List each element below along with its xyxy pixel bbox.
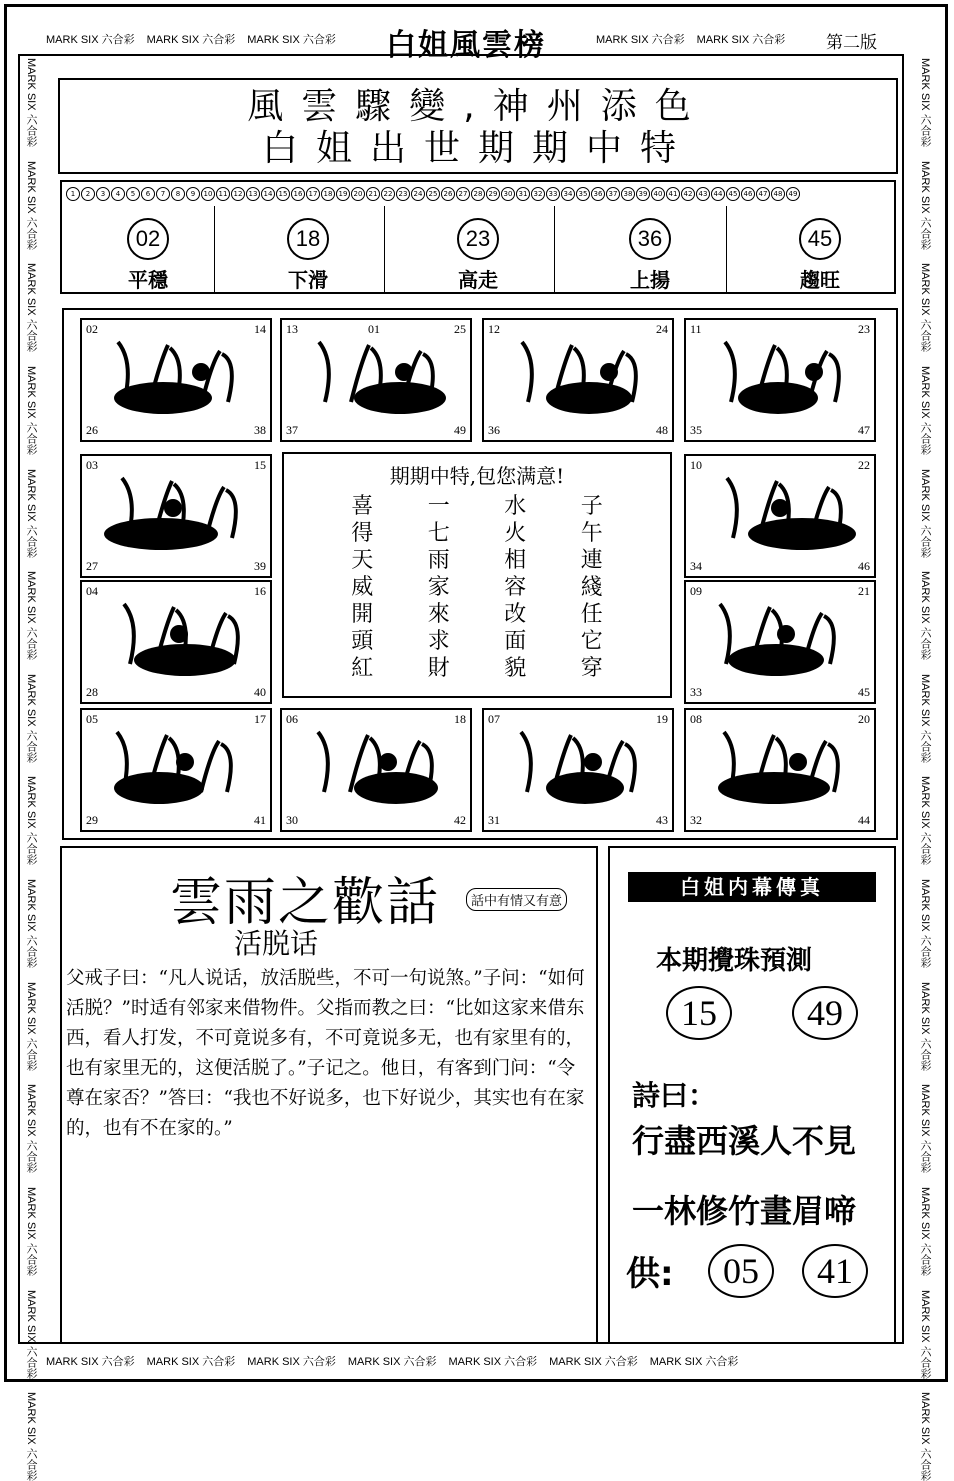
trend-label: 上揚 <box>630 268 670 292</box>
ink-illustration-icon <box>292 332 460 428</box>
picture-number: 23 <box>858 322 870 336</box>
slogan-box <box>58 78 898 174</box>
number-ball: 38 <box>621 187 635 201</box>
picture-number: 43 <box>656 813 668 827</box>
number-ball: 46 <box>741 187 755 201</box>
center-heading: 期期中特,包您满意! <box>389 464 565 488</box>
zodiac-picture <box>482 708 674 832</box>
center-col-4: 子午連綫任它穿 <box>580 494 603 681</box>
center-col-2: 一七雨家來求財 <box>427 494 450 681</box>
number-ball: 24 <box>411 187 425 201</box>
picture-number: 10 <box>690 458 702 472</box>
trend-label: 高走 <box>458 268 498 292</box>
offer-ball-1: 05 <box>708 1244 774 1298</box>
number-ball: 25 <box>426 187 440 201</box>
number-ball: 9 <box>186 187 200 201</box>
number-ball: 35 <box>576 187 590 201</box>
picture-number: 21 <box>858 584 870 598</box>
number-ball: 15 <box>276 187 290 201</box>
zodiac-picture <box>80 708 272 832</box>
picture-number: 38 <box>254 423 266 437</box>
number-ball: 30 <box>501 187 515 201</box>
zodiac-picture <box>482 318 674 442</box>
center-block <box>282 452 672 698</box>
picture-number: 37 <box>286 423 298 437</box>
picture-number: 17 <box>254 712 266 726</box>
number-ball: 29 <box>486 187 500 201</box>
picture-number: 06 <box>286 712 298 726</box>
offer-label: 供: <box>626 1254 674 1294</box>
zodiac-picture <box>80 318 272 442</box>
poem-label: 詩曰： <box>632 1079 717 1112</box>
ink-illustration-icon <box>696 722 864 818</box>
zodiac-picture <box>80 580 272 704</box>
picture-number: 40 <box>254 685 266 699</box>
number-ball: 44 <box>711 187 725 201</box>
number-ball: 26 <box>441 187 455 201</box>
story-note: 話中有情又有意 <box>466 888 567 911</box>
picture-number: 44 <box>858 813 870 827</box>
story-text: 父戒子曰：“凡人说话，放活脱些，不可一句说煞。”子问：“如何活脱？”时适有邻家来借物件。父指而教之曰：“比如这家来借东西，看人打发，不可竟说多有，不可竟说多无，也有家里有的，也有家里无的，这便活脱了。”子记之。他日，有客到门问：“令尊在家否？”答曰：“我也不好说多，也下好说少，其实也有在家的，也有不在家的。” <box>66 968 585 1139</box>
number-ball: 39 <box>636 187 650 201</box>
watermark-top-left: MARK SIX 六合彩 MARK SIX 六合彩 MARK SIX 六合彩 <box>46 34 336 46</box>
picture-number: 49 <box>454 423 466 437</box>
ink-illustration-icon <box>494 722 662 818</box>
number-ball: 16 <box>291 187 305 201</box>
ink-illustration-icon <box>696 332 864 428</box>
trend-2 <box>228 218 388 293</box>
prediction-title: 本期攪珠預測 <box>656 946 813 976</box>
trend-number: 36 <box>629 218 671 260</box>
prediction-ball-1: 15 <box>666 986 732 1040</box>
trend-label: 下滑 <box>288 268 328 292</box>
number-row <box>66 184 890 204</box>
number-ball: 18 <box>321 187 335 201</box>
trend-3 <box>398 218 558 293</box>
watermark-left: MARK SIX 六合彩 MARK SIX 六合彩 MARK SIX 六合彩 MARK SIX 六合彩 MARK SIX 六合彩 MARK SIX 六合彩 MARK SIX 六合彩 MARK SIX 六合彩 MARK SIX 六合彩 MARK SIX 六合彩 MARK SIX 六合彩 MARK SIX 六合彩 MARK SIX 六合彩 MARK SIX 六合彩 <box>25 58 37 1481</box>
picture-number: 35 <box>690 423 702 437</box>
picture-number: 04 <box>86 584 98 598</box>
trend-label: 趨旺 <box>800 268 840 292</box>
ink-illustration-icon <box>92 332 260 428</box>
number-ball: 17 <box>306 187 320 201</box>
number-ball: 20 <box>351 187 365 201</box>
prediction-ball-2: 49 <box>792 986 858 1040</box>
number-ball: 45 <box>726 187 740 201</box>
picture-number: 14 <box>254 322 266 336</box>
picture-number: 30 <box>286 813 298 827</box>
picture-number: 34 <box>690 559 702 573</box>
picture-number: 25 <box>454 322 466 336</box>
picture-number: 29 <box>86 813 98 827</box>
trend-number: 23 <box>457 218 499 260</box>
number-ball: 48 <box>771 187 785 201</box>
poem-line-2: 一林修竹畫眉啼 <box>632 1192 857 1230</box>
number-ball: 32 <box>531 187 545 201</box>
picture-number: 05 <box>86 712 98 726</box>
number-ball: 36 <box>591 187 605 201</box>
picture-number: 48 <box>656 423 668 437</box>
picture-number: 32 <box>690 813 702 827</box>
picture-number: 13 <box>286 322 298 336</box>
picture-number: 07 <box>488 712 500 726</box>
picture-number: 39 <box>254 559 266 573</box>
inside-info-banner: 白姐内幕傳真 <box>628 872 876 902</box>
slogan-line-2: 白姐出世期期中特 <box>261 128 694 169</box>
number-ball: 3 <box>96 187 110 201</box>
ink-illustration-icon <box>92 594 260 690</box>
picture-number: 27 <box>86 559 98 573</box>
picture-number: 47 <box>858 423 870 437</box>
ink-illustration-icon <box>696 594 864 690</box>
picture-number: 18 <box>454 712 466 726</box>
ink-illustration-icon <box>696 468 864 564</box>
page-title: 白姐風雲榜 <box>386 28 546 63</box>
number-ball: 27 <box>456 187 470 201</box>
picture-number: 36 <box>488 423 500 437</box>
zodiac-picture <box>280 708 472 832</box>
number-ball: 41 <box>666 187 680 201</box>
picture-number: 01 <box>368 322 380 336</box>
picture-number: 15 <box>254 458 266 472</box>
ink-illustration-icon <box>92 722 260 818</box>
zodiac-picture <box>280 318 472 442</box>
zodiac-picture <box>684 580 876 704</box>
zodiac-picture <box>684 318 876 442</box>
number-ball: 19 <box>336 187 350 201</box>
story-subtitle: 活脱话 <box>234 927 319 960</box>
number-ball: 22 <box>381 187 395 201</box>
picture-number: 11 <box>690 322 702 336</box>
number-ball: 42 <box>681 187 695 201</box>
picture-number: 22 <box>858 458 870 472</box>
picture-number: 08 <box>690 712 702 726</box>
poem-line-1: 行盡西溪人不見 <box>632 1122 857 1160</box>
watermark-top-right: MARK SIX 六合彩 MARK SIX 六合彩 <box>596 34 786 46</box>
picture-number: 24 <box>656 322 668 336</box>
number-ball: 31 <box>516 187 530 201</box>
picture-number: 09 <box>690 584 702 598</box>
number-ball: 49 <box>786 187 800 201</box>
picture-number: 42 <box>454 813 466 827</box>
number-ball: 43 <box>696 187 710 201</box>
picture-number: 41 <box>254 813 266 827</box>
slogan-line-1: 風雲驟變,神州添色 <box>247 86 709 127</box>
watermark-bottom: MARK SIX 六合彩 MARK SIX 六合彩 MARK SIX 六合彩 MARK SIX 六合彩 MARK SIX 六合彩 MARK SIX 六合彩 MARK SIX 六合彩 <box>46 1356 739 1368</box>
picture-number: 03 <box>86 458 98 472</box>
story-title: 雲雨之歡話 <box>170 873 441 933</box>
trend-label: 平穩 <box>128 268 168 292</box>
trend-number: 45 <box>799 218 841 260</box>
picture-number: 28 <box>86 685 98 699</box>
number-ball: 37 <box>606 187 620 201</box>
picture-number: 45 <box>858 685 870 699</box>
number-ball: 13 <box>246 187 260 201</box>
number-ball: 34 <box>561 187 575 201</box>
edition-label: 第二版 <box>826 33 877 53</box>
number-ball: 7 <box>156 187 170 201</box>
number-ball: 5 <box>126 187 140 201</box>
number-ball: 10 <box>201 187 215 201</box>
zodiac-picture <box>684 708 876 832</box>
picture-number: 20 <box>858 712 870 726</box>
picture-number: 31 <box>488 813 500 827</box>
number-ball: 21 <box>366 187 380 201</box>
picture-number: 19 <box>656 712 668 726</box>
center-col-3: 水火相容改面貌 <box>504 494 527 681</box>
ink-illustration-icon <box>92 468 260 564</box>
number-ball: 6 <box>141 187 155 201</box>
center-col-1: 喜得天威開頭紅 <box>351 494 374 681</box>
number-ball: 14 <box>261 187 275 201</box>
number-ball: 2 <box>81 187 95 201</box>
picture-number: 12 <box>488 322 500 336</box>
trend-1 <box>68 218 228 293</box>
watermark-right: MARK SIX 六合彩 MARK SIX 六合彩 MARK SIX 六合彩 MARK SIX 六合彩 MARK SIX 六合彩 MARK SIX 六合彩 MARK SIX 六合彩 MARK SIX 六合彩 MARK SIX 六合彩 MARK SIX 六合彩 MARK SIX 六合彩 MARK SIX 六合彩 MARK SIX 六合彩 MARK SIX 六合彩 <box>919 58 931 1481</box>
number-ball: 33 <box>546 187 560 201</box>
number-ball: 4 <box>111 187 125 201</box>
zodiac-picture <box>80 454 272 578</box>
ink-illustration-icon <box>292 722 460 818</box>
number-ball: 12 <box>231 187 245 201</box>
picture-number: 33 <box>690 685 702 699</box>
number-ball: 23 <box>396 187 410 201</box>
number-ball: 1 <box>66 187 80 201</box>
picture-number: 02 <box>86 322 98 336</box>
picture-number: 26 <box>86 423 98 437</box>
number-ball: 47 <box>756 187 770 201</box>
picture-number: 46 <box>858 559 870 573</box>
ink-illustration-icon <box>494 332 662 428</box>
number-ball: 8 <box>171 187 185 201</box>
trend-4 <box>570 218 730 293</box>
number-ball: 28 <box>471 187 485 201</box>
picture-number: 16 <box>254 584 266 598</box>
offer-ball-2: 41 <box>802 1244 868 1298</box>
trend-5 <box>740 218 900 293</box>
trend-number: 18 <box>287 218 329 260</box>
zodiac-picture <box>684 454 876 578</box>
number-ball: 11 <box>216 187 230 201</box>
trend-number: 02 <box>127 218 169 260</box>
number-ball: 40 <box>651 187 665 201</box>
